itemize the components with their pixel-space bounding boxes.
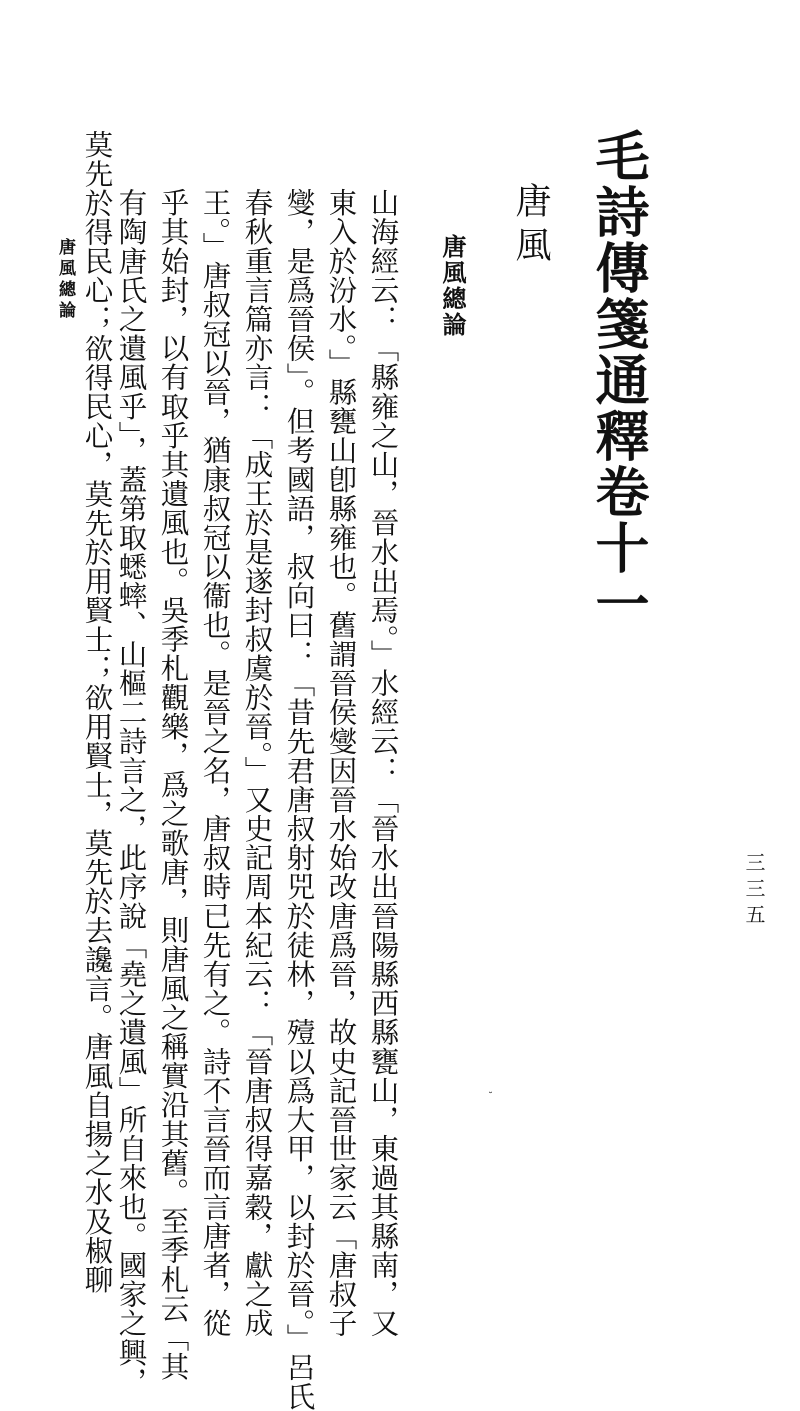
body-column-3: 燮，是爲晉侯」。但考國語，叔向曰：「昔先君唐叔射兕於徒林，殪以爲大甲，以封於晉。」呂氏 (282, 188, 316, 1411)
page-number: 三三五 (742, 852, 766, 930)
body-column-8: 莫先於得民心；欲得民心，莫先於用賢士；欲用賢士，莫先於去讒言。唐風自揚之水及椒聊 (80, 130, 114, 1294)
body-column-2: 東入於汾水。」縣甕山卽縣雍也。舊謂晉侯燮因晉水始改唐爲晉，故史記晉世家云「唐叔子 (324, 188, 358, 1338)
scan-speck: ˘ (488, 1092, 493, 1103)
sub-title: 唐風總論 (438, 234, 467, 338)
body-column-6: 乎其始封，以有取乎其遺風也。吳季札觀樂，爲之歌唐，則唐風之稱實沿其舊。至季札云「其 (156, 188, 190, 1382)
body-column-5: 王。」唐叔冠以晉，猶康叔冠以衞也。是晉之名，唐叔時已先有之。詩不言晉而言唐者，從 (198, 188, 232, 1338)
margin-running-head: 唐風總論 (55, 238, 75, 322)
body-column-7: 有陶唐氏之遺風乎」，蓋第取蟋蟀、山樞二詩言之，此序說「堯之遺風」所自來也。國家之興， (114, 188, 148, 1396)
body-column-1: 山海經云：「縣雍之山，晉水出焉。」水經云：「晉水出晉陽縣西縣甕山，東過其縣南，又 (366, 188, 400, 1338)
body-column-4: 春秋重言篇亦言：「成王於是遂封叔虞於晉。」又史記周本紀云：「晉唐叔得嘉穀，獻之成 (240, 188, 274, 1338)
section-title: 唐風 (510, 182, 551, 270)
main-title: 毛詩傳箋通釋卷十一 (587, 128, 651, 632)
